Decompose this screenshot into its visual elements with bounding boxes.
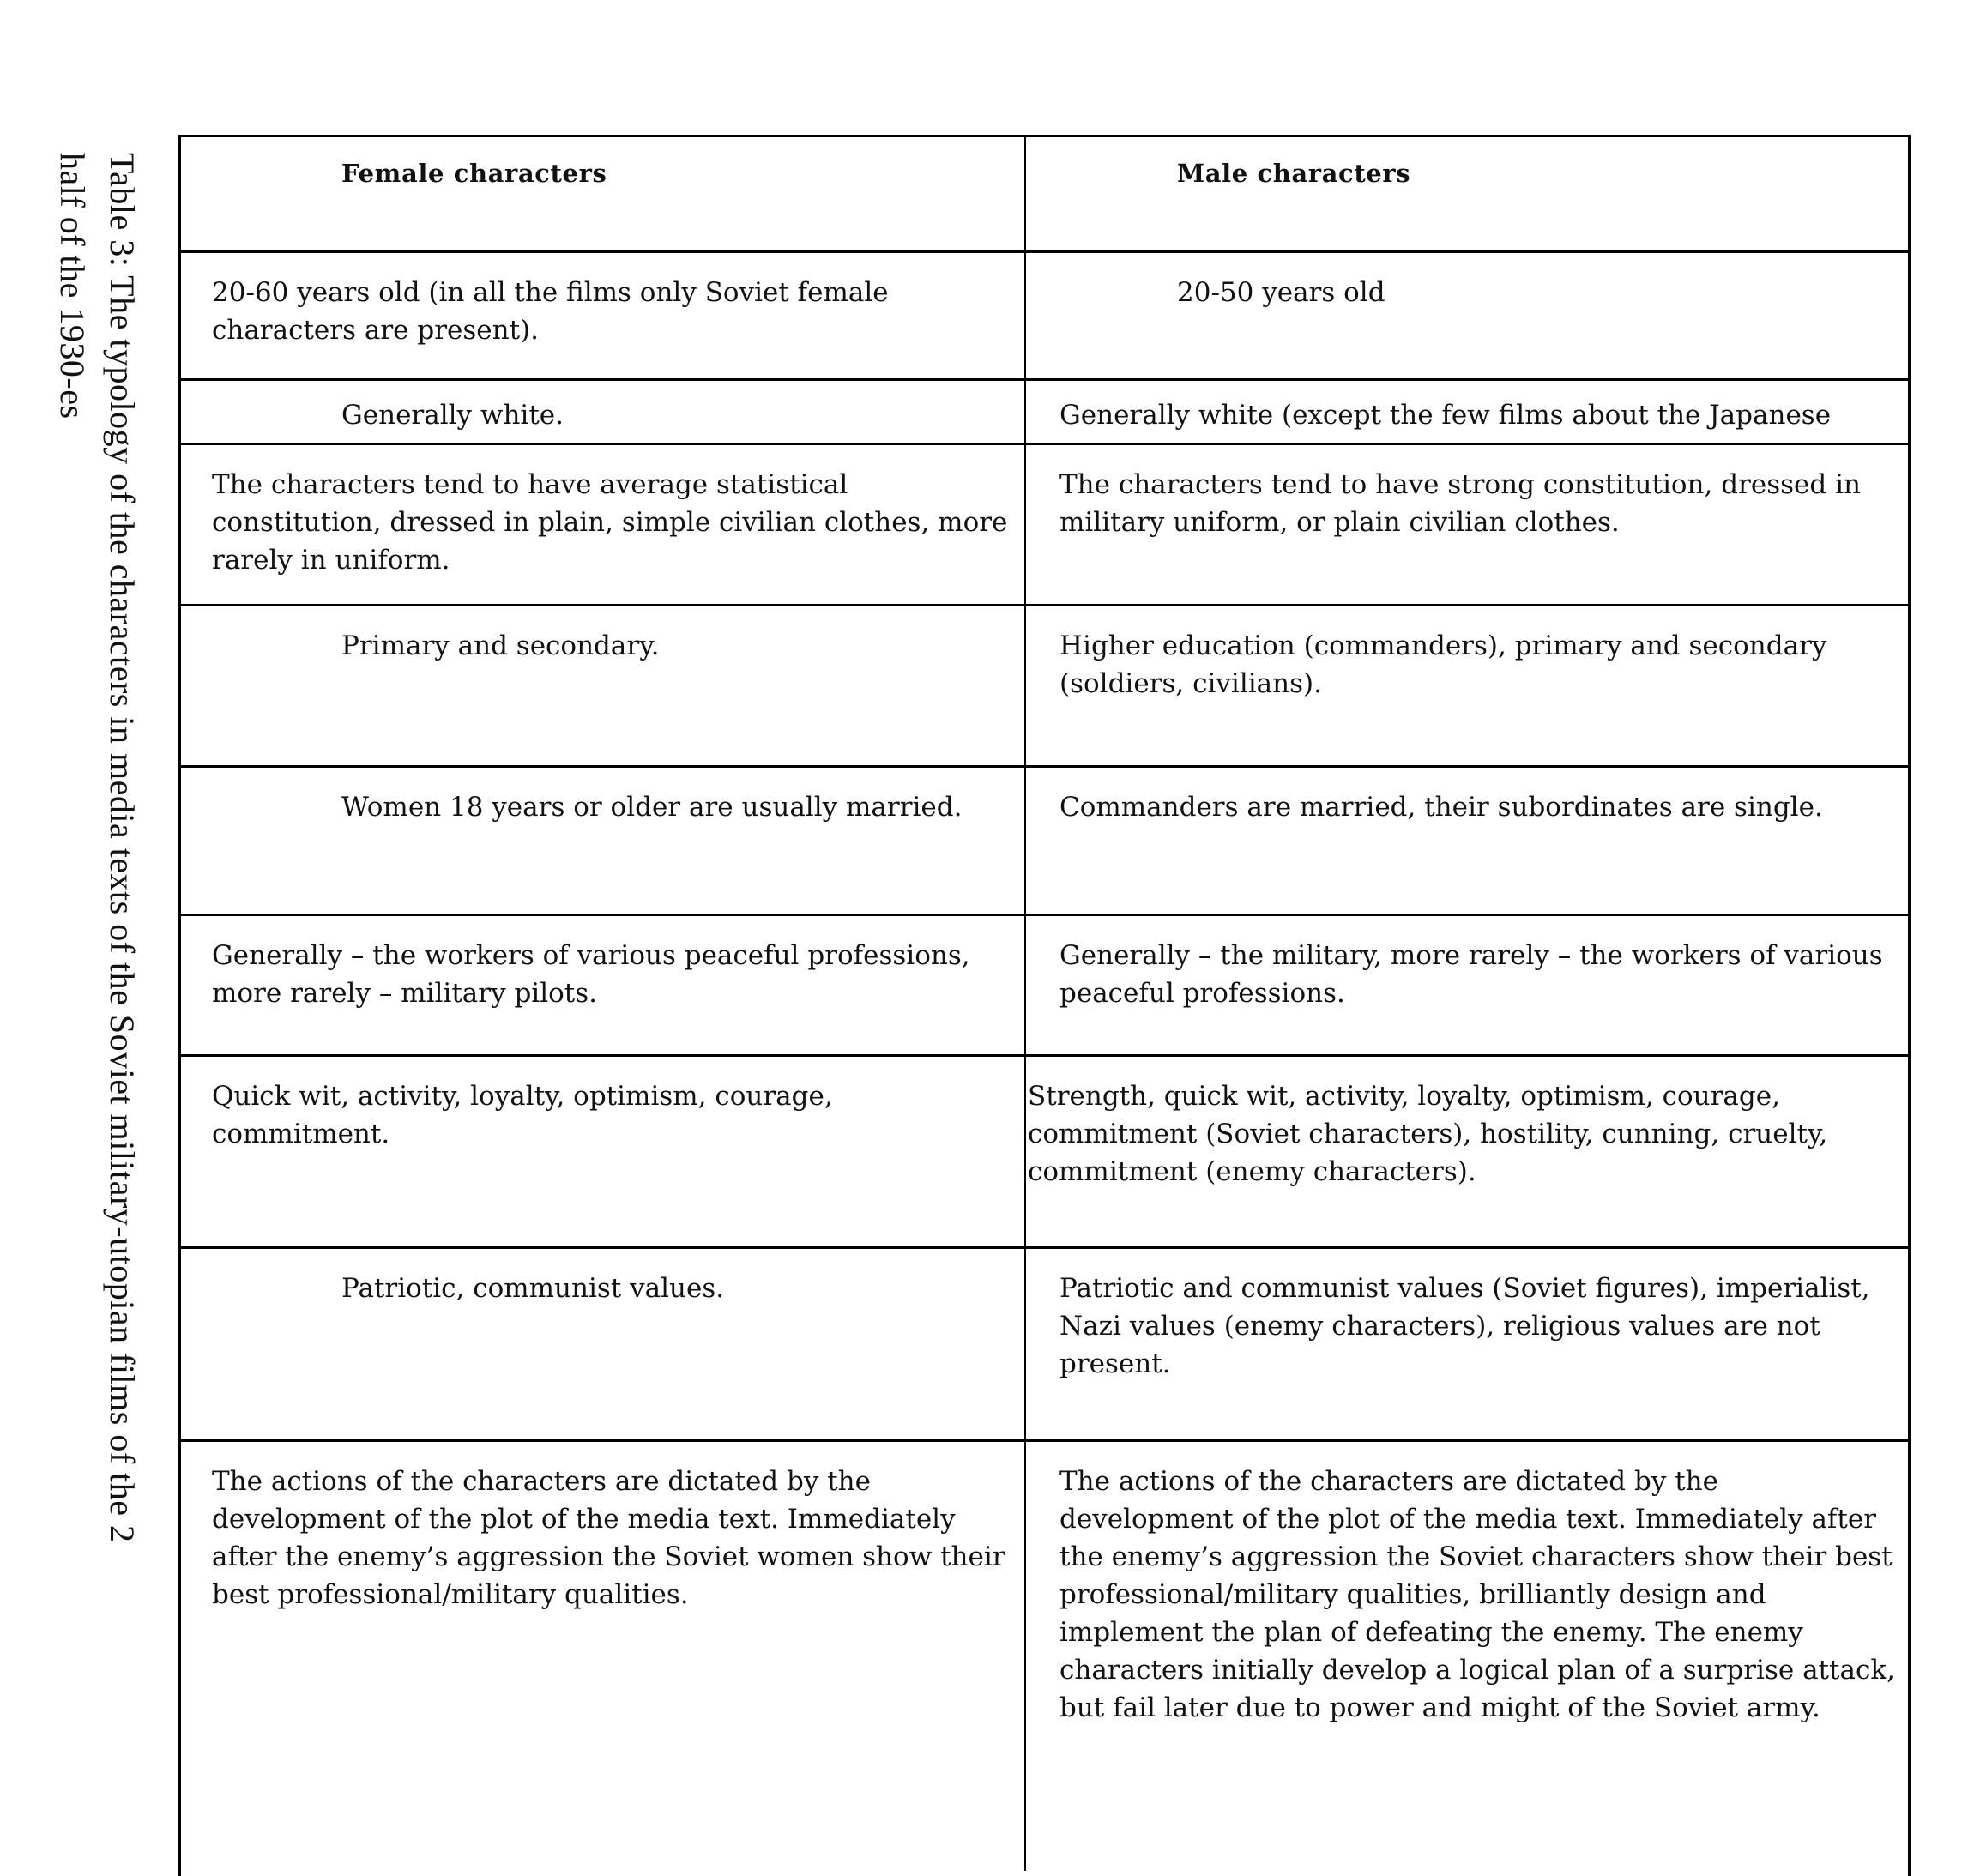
cell-text: Patriotic, communist values. bbox=[341, 1273, 725, 1304]
cell-male-appearance bbox=[1026, 445, 1908, 604]
cell-female-education bbox=[181, 606, 1026, 765]
cell-text: The actions of the characters are dictated by the development of the plot of the media text. Immediately after the enemy’s aggression the Soviet characters show their best professional/military qualities, brilliantly design and implement the plan of defeating the enemy. The enemy characters initially develop a logical plan of a surprise attack, but fail later due to power and might of the Soviet army. bbox=[1059, 1466, 1895, 1723]
table-row-appearance bbox=[181, 445, 1908, 606]
cell-text: Primary and secondary. bbox=[341, 630, 660, 661]
cell-text: Generally white (except the few films about the Japanese bbox=[1059, 400, 1832, 431]
header-male bbox=[1026, 137, 1908, 250]
cell-text: Commanders are married, their subordinates are single. bbox=[1059, 792, 1823, 823]
cell-text: The characters tend to have average statistical constitution, dressed in plain, simple civilian clothes, more rarely in uniform. bbox=[212, 469, 1008, 576]
cell-female-age bbox=[181, 253, 1026, 378]
cell-text: Women 18 years or older are usually married. bbox=[341, 792, 963, 823]
cell-text: Generally – the workers of various peaceful professions, more rarely – military pilots. bbox=[212, 940, 970, 1009]
table-row-traits bbox=[181, 1057, 1908, 1249]
cell-female-race bbox=[181, 381, 1026, 443]
cell-male-actions bbox=[1026, 1442, 1908, 1871]
header-row bbox=[181, 137, 1908, 253]
cell-male-traits bbox=[1026, 1057, 1908, 1246]
caption-line-2: half of the 1930-es bbox=[53, 153, 92, 419]
header-female bbox=[181, 137, 1026, 250]
caption-line-1: Table 3: The typology of the characters in media texts of the Soviet military-utopian films of the 2 bbox=[103, 153, 142, 1543]
header-female-label: Female characters bbox=[341, 159, 607, 188]
cell-text: Patriotic and communist values (Soviet figures), imperialist, Nazi values (enemy characters), religious values are not present. bbox=[1059, 1273, 1870, 1379]
cell-male-race bbox=[1026, 381, 1908, 443]
cell-text: 20-60 years old (in all the films only Soviet female characters are present). bbox=[212, 277, 889, 346]
table-row-values bbox=[181, 1249, 1908, 1442]
cell-female-appearance bbox=[181, 445, 1026, 604]
cell-male-profession bbox=[1026, 916, 1908, 1054]
cell-male-marital-status bbox=[1026, 768, 1908, 914]
table-row-education bbox=[181, 606, 1908, 768]
table-row-age bbox=[181, 253, 1908, 381]
table-row-profession bbox=[181, 916, 1908, 1057]
table-row-marital-status bbox=[181, 768, 1908, 916]
cell-male-education bbox=[1026, 606, 1908, 765]
cell-text: Higher education (commanders), primary and secondary (soldiers, civilians). bbox=[1059, 630, 1827, 699]
cell-female-profession bbox=[181, 916, 1026, 1054]
cell-text: Generally – the military, more rarely – the workers of various peaceful professions. bbox=[1059, 940, 1883, 1009]
table-row-actions bbox=[181, 1442, 1908, 1871]
cell-text: Generally white. bbox=[341, 400, 564, 431]
cell-text: The characters tend to have strong constitution, dressed in military uniform, or plain civilian clothes. bbox=[1059, 469, 1861, 538]
cell-male-age bbox=[1026, 253, 1908, 378]
cell-female-traits bbox=[181, 1057, 1026, 1246]
cell-female-values bbox=[181, 1249, 1026, 1439]
character-typology-table bbox=[178, 135, 1911, 1876]
header-male-label: Male characters bbox=[1177, 159, 1411, 188]
cell-text: The actions of the characters are dictated by the development of the plot of the media text. Immediately after the enemy’s aggression the Soviet women show their best professional/military qualities. bbox=[212, 1466, 1005, 1610]
table-row-race bbox=[181, 381, 1908, 445]
cell-male-values bbox=[1026, 1249, 1908, 1439]
cell-female-actions bbox=[181, 1442, 1026, 1871]
cell-text: Strength, quick wit, activity, loyalty, optimism, courage, commitment (Soviet characters), hostility, cunning, cruelty, commitment (enemy characters). bbox=[1028, 1081, 1828, 1187]
table-caption bbox=[0, 0, 154, 1865]
cell-text: 20-50 years old bbox=[1177, 277, 1385, 308]
cell-female-marital-status bbox=[181, 768, 1026, 914]
cell-text: Quick wit, activity, loyalty, optimism, courage, commitment. bbox=[212, 1081, 833, 1149]
